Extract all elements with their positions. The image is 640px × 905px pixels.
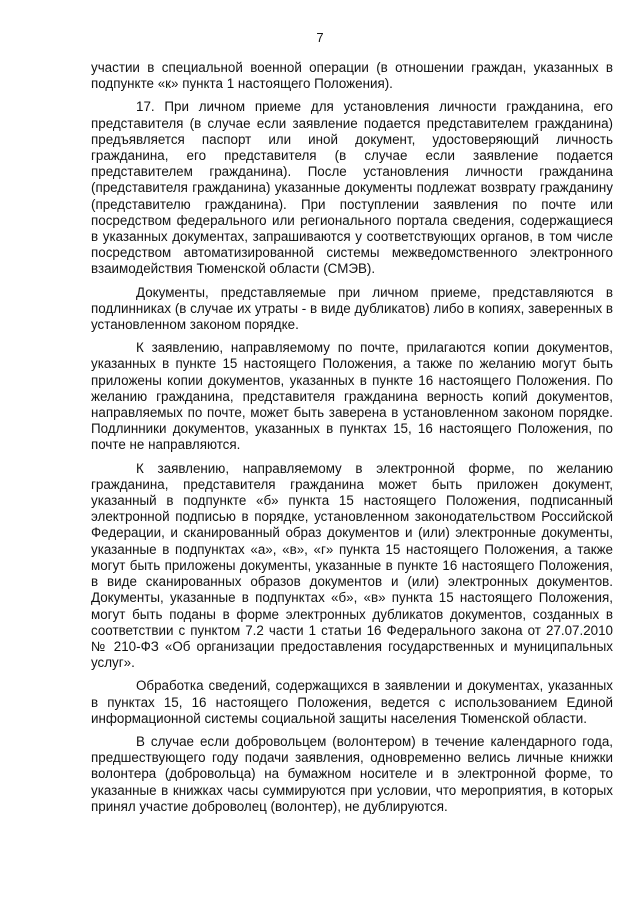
document-body xyxy=(91,60,613,822)
paragraph-personal-reception: Документы, представляемые при личном приеме, представляются в подлинниках (в случае их утраты - в виде дубликатов) либо в копиях, заверенных в установленном законом порядке. xyxy=(91,284,613,333)
paragraph-data-processing: Обработка сведений, содержащихся в заявлении и документах, указанных в пунктах 15, 16 настоящего Положения, ведется с использованием Единой информационной системы социальной защиты населения Тюменской области. xyxy=(91,678,613,726)
paragraph-continuation: участии в специальной военной операции (в отношении граждан, указанных в подпункте «к» пункта 1 настоящего Положения). xyxy=(91,60,613,92)
paragraph-electronic-submission: К заявлению, направляемому в электронной форме, по желанию гражданина, представителя гражданина может быть приложен документ, указанный в подпункте «б» пункта 15 настоящего Положения, подписанный электронной подписью в порядке, установленном законодательством Российской Федерации, и сканированный образ документов и (или) электронные документы, указанные в подпунктах «а», «в», «г» пункта 15 настоящего Положения, а также могут быть приложены документы, указанные в пункте 16 настоящего Положения, в виде сканированных образов документов и (или) электронных документов. Документы, указанные в подпунктах «б», «в» пункта 15 настоящего Положения, могут быть поданы в форме электронных дубликатов документов, созданных в соответствии с пунктом 7.2 части 1 статьи 16 Федерального закона от 27.07.2010 № 210-ФЗ «Об организации предоставления государственных и муниципальных услуг». xyxy=(91,460,613,671)
page-number: 7 xyxy=(316,30,324,45)
paragraph-volunteer-hours: В случае если добровольцем (волонтером) в течение календарного года, предшествующего году подачи заявления, одновременно велись личные книжки волонтера (добровольца) на бумажном носителе и в электронной форме, то указанные в книжках часы суммируются при условии, что мероприятия, в которых принял участие доброволец (волонтер), не дублируются. xyxy=(91,733,613,814)
paragraph-clause-17: 17. При личном приеме для установления личности гражданина, его представителя (в случае если заявление подается представителем гражданина) предъявляется паспорт или иной документ, удостоверяющий личность гражданина, его представителя (в случае если заявление подается представителем гражданина). После установления личности гражданина (представителя гражданина) указанные документы подлежат возврату гражданину (представителю гражданина). При поступлении заявления по почте или посредством федерального или регионального портала сведения, содержащиеся в указанных документах, запрашиваются у соответствующих органов, в том числе посредством автоматизированной системы межведомственного электронного взаимодействия Тюменской области (СМЭВ). xyxy=(91,99,613,277)
paragraph-postal-submission: К заявлению, направляемому по почте, прилагаются копии документов, указанных в пункте 15 настоящего Положения, а также по желанию могут быть приложены копии документов, указанных в пункте 16 настоящего Положения. По желанию гражданина, представителя гражданина верность копий документов, направляемых по почте, может быть заверена в установленном законом порядке. Подлинники документов, указанных в пунктах 15, 16 настоящего Положения, по почте не направляются. xyxy=(91,340,613,453)
